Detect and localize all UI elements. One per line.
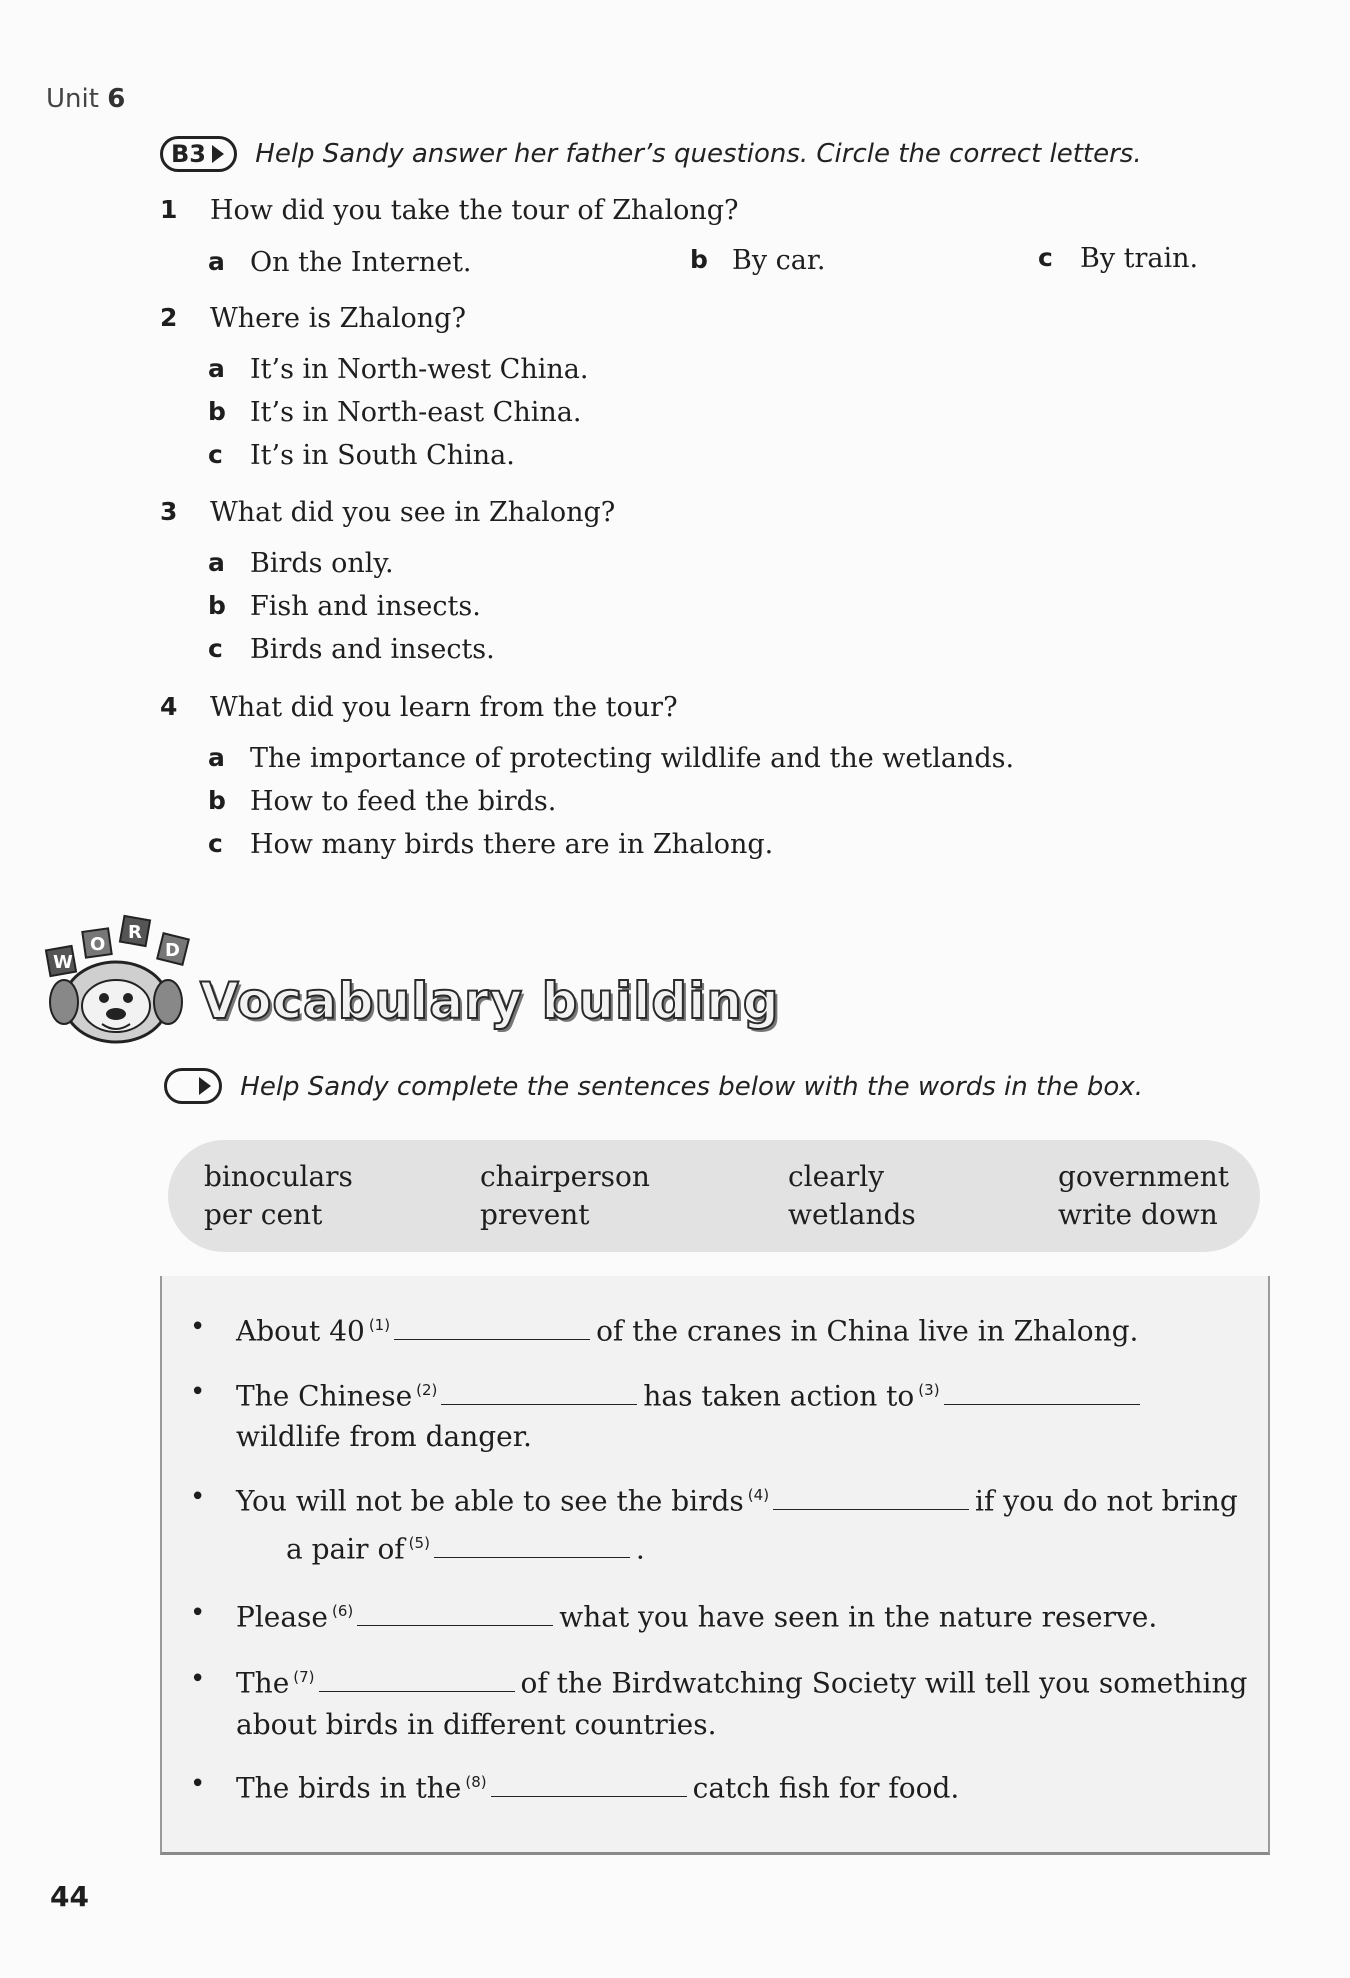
option-text: Fish and insects.: [250, 591, 481, 622]
blank-number: (3): [918, 1381, 940, 1399]
option-letter: a: [208, 354, 225, 383]
vocab-badge: [164, 1068, 222, 1104]
option-letter: a: [208, 247, 225, 276]
b3-instruction-text: Help Sandy answer her father’s questions. Circle the correct letters.: [255, 139, 1142, 169]
b3-badge-label: B3: [171, 140, 206, 168]
option-text: How to feed the birds.: [250, 786, 557, 817]
word-item: prevent: [480, 1198, 590, 1231]
option-text: On the Internet.: [250, 247, 472, 278]
mascot-letter-w: W: [53, 952, 73, 973]
option-text: It’s in South China.: [250, 440, 515, 471]
option-letter: c: [208, 829, 223, 858]
mascot-letter-r: R: [128, 922, 142, 943]
sentence-text: what you have seen in the nature reserve.: [559, 1600, 1158, 1634]
sentence-3-line2: [286, 1520, 645, 1572]
option-letter: c: [1038, 243, 1053, 272]
option-letter: b: [690, 245, 708, 274]
bullet: •: [190, 1664, 206, 1694]
blank-4[interactable]: [773, 1485, 969, 1510]
sentence-6: [236, 1759, 959, 1811]
sentence-text: if you do not bring: [975, 1484, 1238, 1518]
option-4b[interactable]: [208, 786, 556, 817]
option-3a[interactable]: [208, 548, 394, 579]
blank-7[interactable]: [319, 1667, 515, 1692]
blank-number: (7): [293, 1668, 315, 1686]
sentence-5-line2: about birds in different countries.: [236, 1708, 717, 1741]
play-arrow-icon: [212, 145, 224, 163]
blank-number: (2): [416, 1381, 438, 1399]
bullet: •: [190, 1377, 206, 1407]
sentence-text: of the cranes in China live in Zhalong.: [596, 1314, 1139, 1348]
sentences-box: [160, 1276, 1270, 1855]
word-item: wetlands: [788, 1198, 916, 1231]
blank-2[interactable]: [441, 1380, 637, 1405]
question-text: Where is Zhalong?: [210, 303, 466, 334]
sentence-4: [236, 1588, 1157, 1640]
option-2a[interactable]: [208, 354, 588, 385]
option-text: By train.: [1080, 243, 1199, 274]
option-1a[interactable]: [208, 247, 472, 278]
blank-5[interactable]: [434, 1533, 630, 1558]
blank-8[interactable]: [491, 1772, 687, 1797]
page-number: 44: [50, 1880, 89, 1913]
blank-1[interactable]: [394, 1315, 590, 1340]
sentence-text: .: [635, 1532, 645, 1566]
vocab-instruction-text: Help Sandy complete the sentences below with the words in the box.: [240, 1072, 1143, 1102]
sentence-2-line2: wildlife from danger.: [236, 1420, 532, 1453]
bullet: •: [190, 1769, 206, 1799]
word-item: chairperson: [480, 1160, 650, 1193]
option-text: How many birds there are in Zhalong.: [250, 829, 774, 860]
unit-prefix: Unit: [46, 84, 99, 114]
option-text: Birds and insects.: [250, 634, 495, 665]
blank-number: (1): [368, 1316, 391, 1334]
option-4a[interactable]: [208, 743, 1014, 774]
option-3c[interactable]: [208, 634, 495, 665]
sentence-2: [236, 1367, 1146, 1419]
bullet: •: [190, 1598, 206, 1628]
option-letter: c: [208, 440, 223, 469]
sentence-text: of the Birdwatching Society will tell you something: [520, 1666, 1248, 1700]
word-item: binoculars: [204, 1160, 353, 1193]
sentence-text: has taken action to: [643, 1379, 915, 1413]
option-2c[interactable]: [208, 440, 515, 471]
word-item: per cent: [204, 1198, 323, 1231]
sentence-text: The Chinese: [236, 1379, 413, 1413]
sentence-1: [236, 1302, 1138, 1354]
option-letter: b: [208, 397, 226, 426]
b3-badge: [160, 136, 237, 172]
option-2b[interactable]: [208, 397, 581, 428]
blank-number: (8): [465, 1773, 487, 1791]
question-number: 3: [160, 497, 178, 526]
option-letter: b: [208, 786, 226, 815]
sentence-text: You will not be able to see the birds: [236, 1484, 744, 1518]
unit-number: 6: [107, 84, 126, 114]
sentence-text: a pair of: [286, 1532, 405, 1566]
sentence-text: catch fish for food.: [692, 1771, 960, 1805]
option-1b[interactable]: [690, 245, 825, 276]
option-text: The importance of protecting wildlife and the wetlands.: [250, 743, 1015, 774]
sentence-5: [236, 1654, 1247, 1706]
option-letter: a: [208, 548, 225, 577]
question-number: 2: [160, 303, 178, 332]
question-number: 1: [160, 195, 178, 224]
play-arrow-icon: [199, 1077, 211, 1095]
option-letter: b: [208, 591, 226, 620]
vocabulary-title: Vocabulary building: [200, 972, 780, 1030]
blank-number: (6): [332, 1602, 354, 1620]
question-text: What did you see in Zhalong?: [210, 497, 616, 528]
word-item: write down: [1058, 1198, 1218, 1231]
question-text: What did you learn from the tour?: [210, 692, 678, 723]
word-box: [168, 1140, 1260, 1252]
option-3b[interactable]: [208, 591, 481, 622]
sentence-text: The: [236, 1666, 290, 1700]
bullet: •: [190, 1312, 206, 1342]
option-text: Birds only.: [250, 548, 394, 579]
question-3: [160, 497, 1160, 528]
sentence-text: The birds in the: [236, 1771, 462, 1805]
sentence-text: Please: [236, 1600, 328, 1634]
question-1: [160, 195, 1160, 226]
word-item: government: [1058, 1160, 1229, 1193]
sentence-3: [236, 1472, 1238, 1524]
option-letter: c: [208, 634, 223, 663]
option-text: By car.: [732, 245, 826, 276]
mascot-letter-d: D: [165, 940, 180, 961]
option-text: It’s in North-west China.: [250, 354, 589, 385]
option-1c[interactable]: [1038, 243, 1198, 274]
option-letter: a: [208, 743, 225, 772]
option-text: It’s in North-east China.: [250, 397, 582, 428]
mascot-letter-o: O: [90, 934, 106, 955]
blank-number: (4): [747, 1486, 770, 1504]
blank-number: (5): [408, 1534, 430, 1552]
question-2: [160, 303, 1160, 334]
word-item: clearly: [788, 1160, 885, 1193]
vocab-instruction-row: [164, 1068, 1143, 1104]
unit-label: [46, 84, 125, 114]
b3-instruction-row: [160, 136, 1142, 172]
question-4: [160, 692, 1160, 723]
question-number: 4: [160, 692, 178, 721]
question-text: How did you take the tour of Zhalong?: [210, 195, 739, 226]
blank-3[interactable]: [944, 1380, 1140, 1405]
sentence-text: About 40: [236, 1314, 365, 1348]
blank-6[interactable]: [357, 1601, 553, 1626]
word-mascot-icon: [44, 910, 204, 1050]
option-4c[interactable]: [208, 829, 773, 860]
bullet: •: [190, 1482, 206, 1512]
